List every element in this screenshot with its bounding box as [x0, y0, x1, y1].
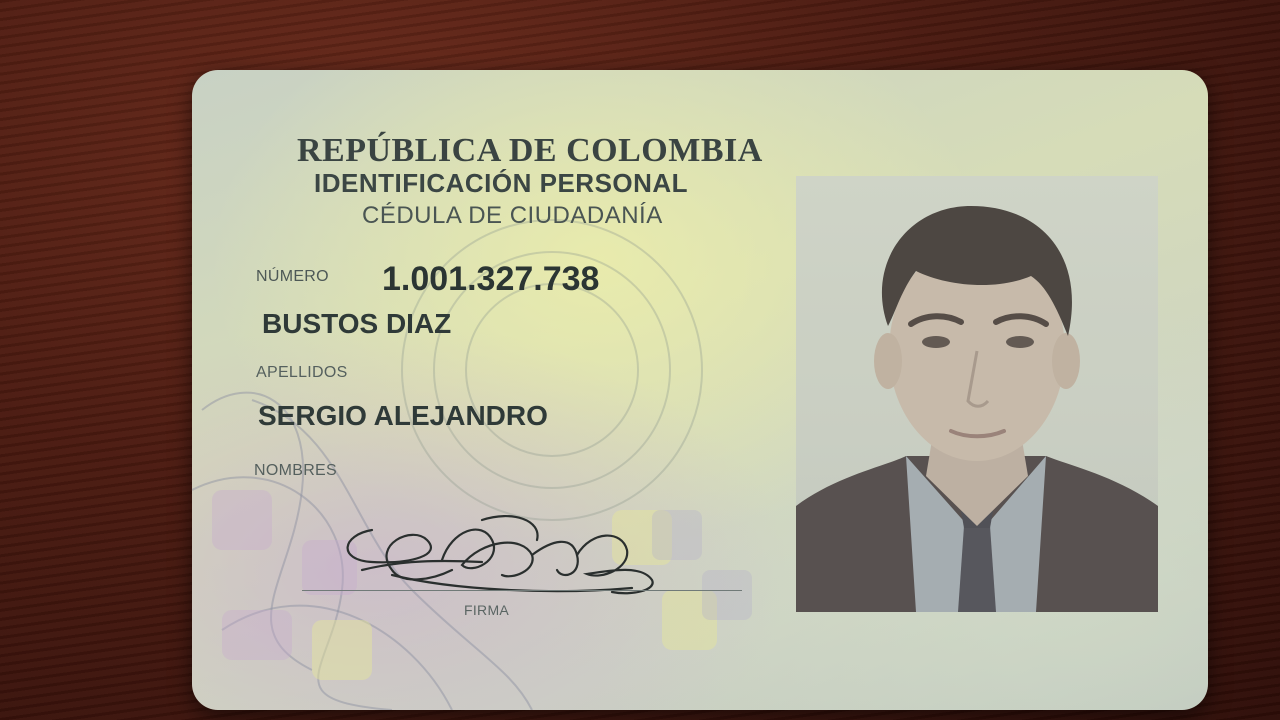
- signature-icon: [332, 500, 672, 610]
- given-names-label: NOMBRES: [254, 462, 337, 479]
- number-label: NÚMERO: [256, 268, 329, 285]
- id-number: 1.001.327.738: [382, 260, 600, 298]
- signature-line: [302, 590, 742, 591]
- document-title: IDENTIFICACIÓN PERSONAL: [314, 168, 689, 198]
- id-card: [192, 70, 1208, 710]
- country-title: REPÚBLICA DE COLOMBIA: [297, 132, 763, 169]
- document-type: CÉDULA DE CIUDADANÍA: [362, 202, 663, 229]
- surnames-label: APELLIDOS: [256, 364, 348, 381]
- surnames-value: BUSTOS DIAZ: [262, 308, 452, 339]
- signature-label: FIRMA: [464, 602, 510, 618]
- portrait-image: [796, 176, 1158, 612]
- holder-photo: [796, 176, 1158, 612]
- given-names-value: SERGIO ALEJANDRO: [258, 400, 548, 431]
